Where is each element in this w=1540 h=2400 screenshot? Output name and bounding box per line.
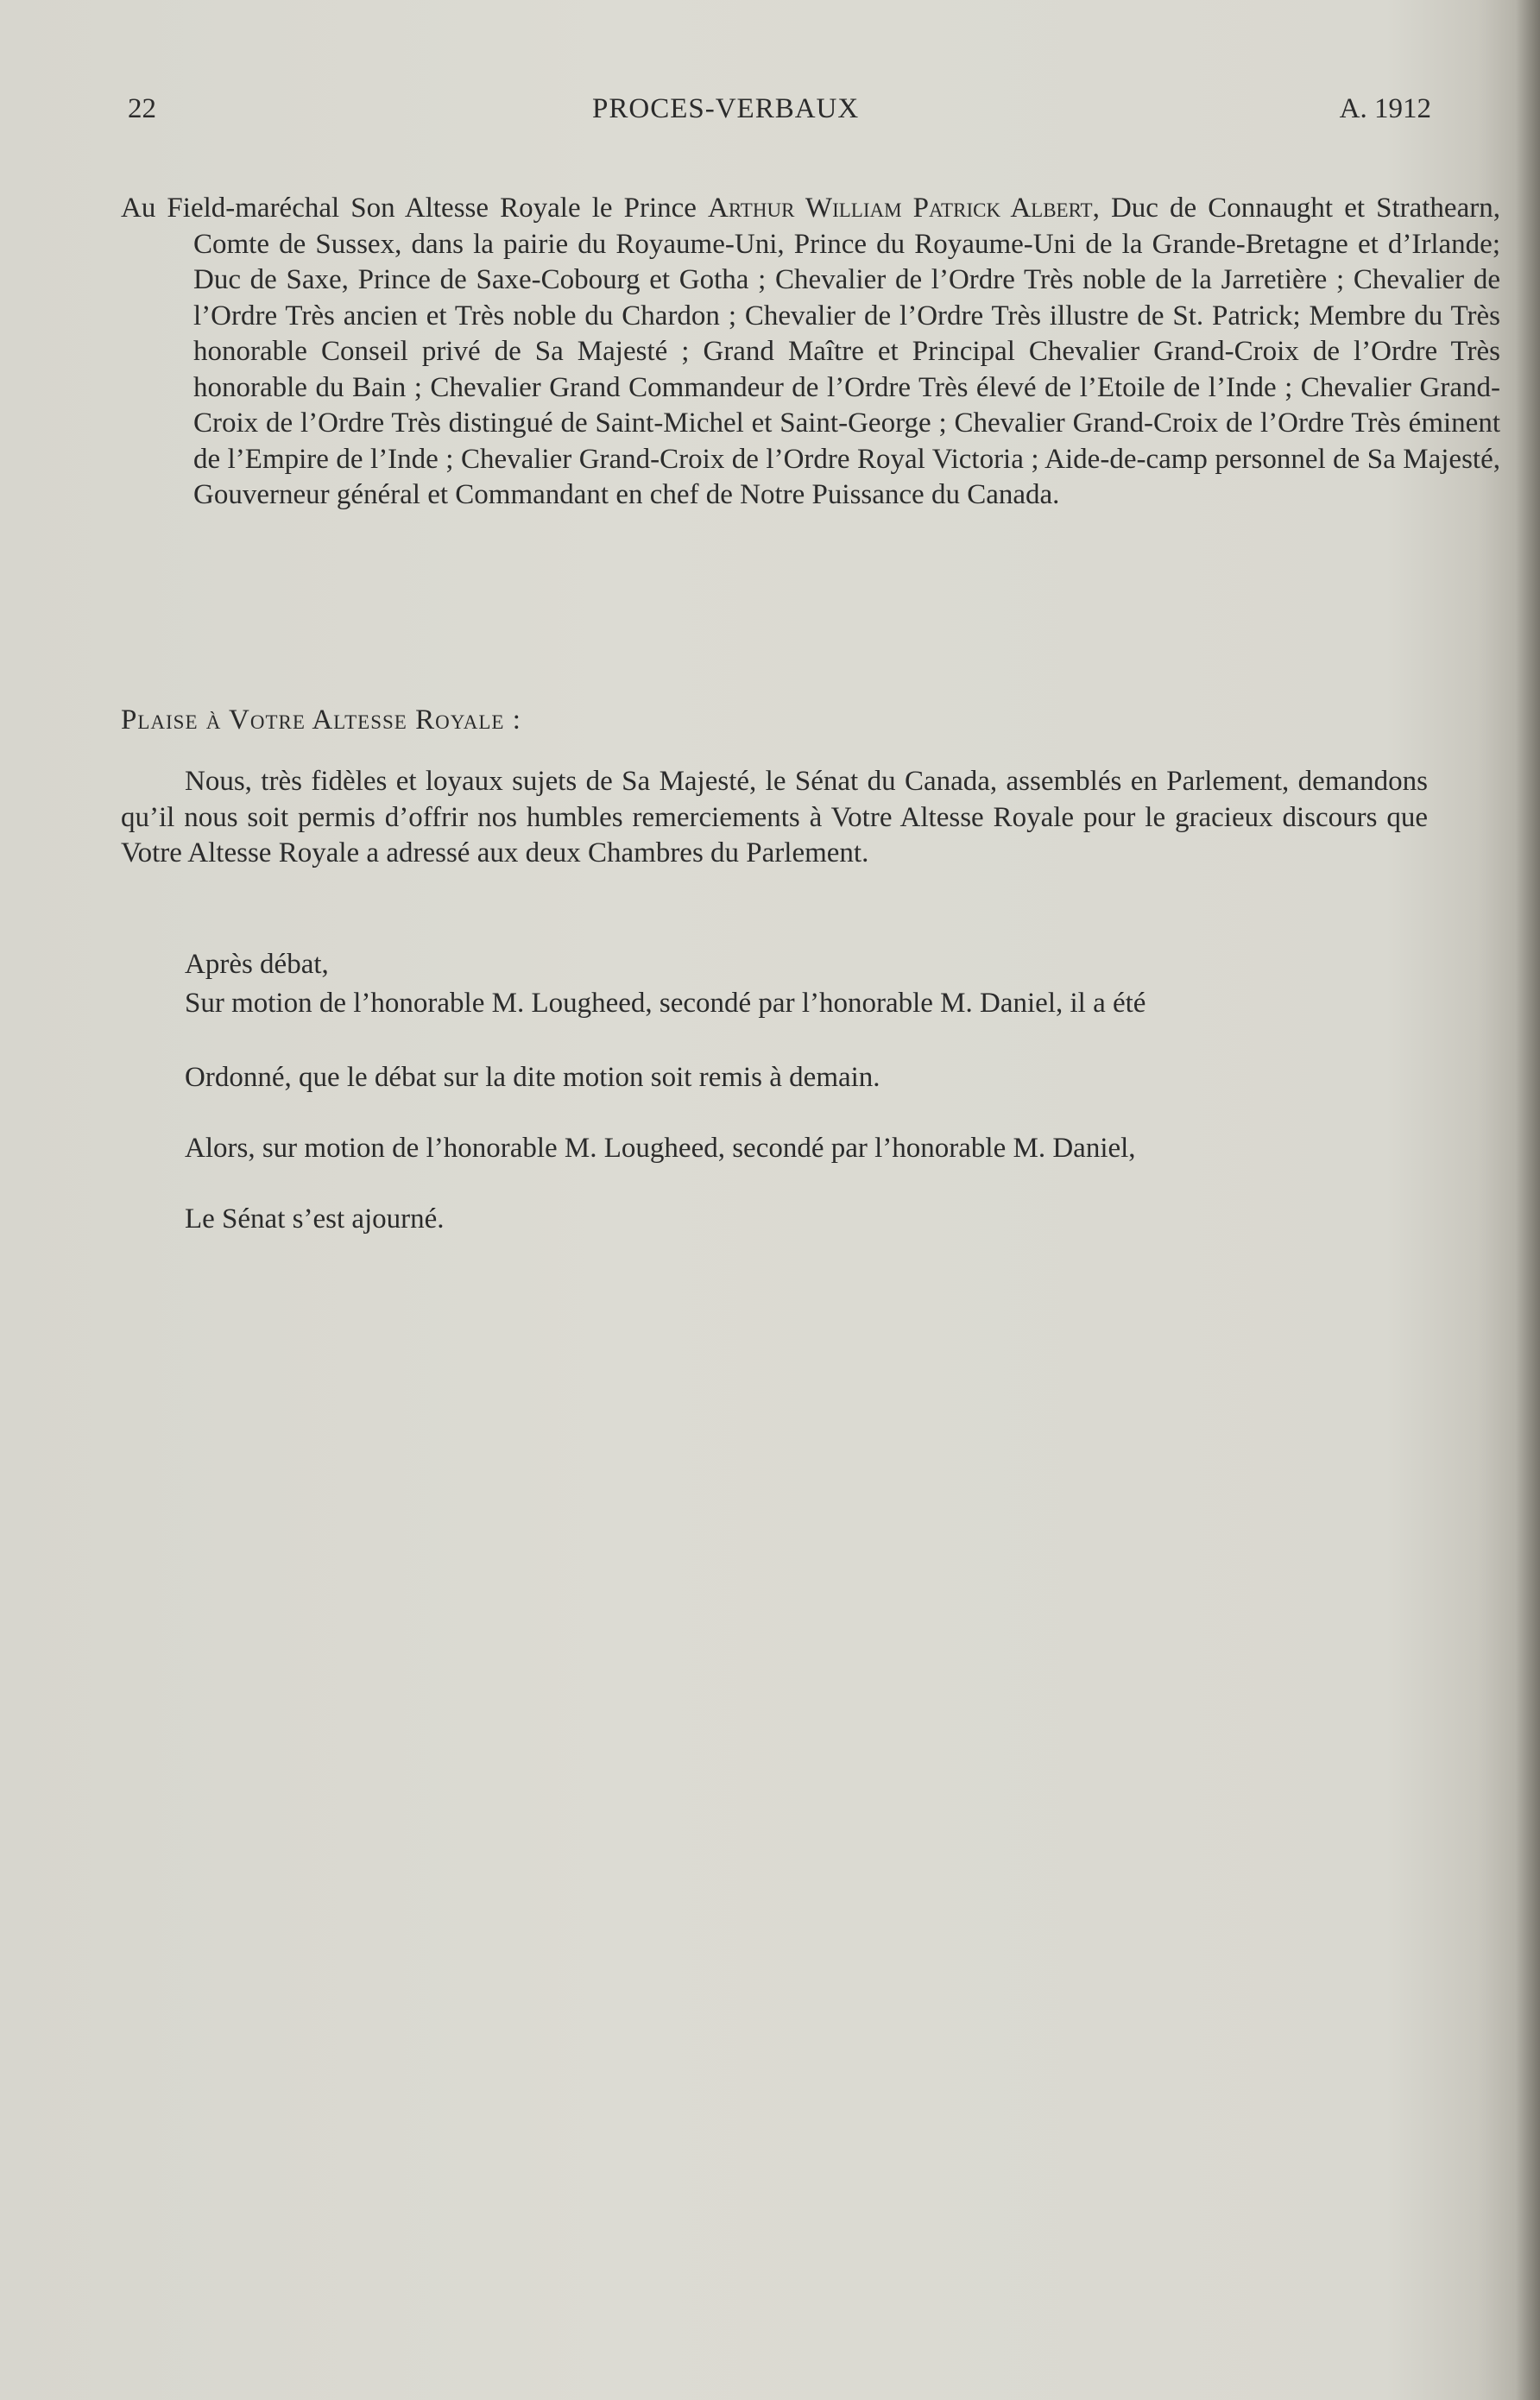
address-paragraph xyxy=(121,191,1500,514)
year-label: A. 1912 xyxy=(1339,93,1431,124)
address-lead: Au Field-maréchal Son Altesse Royale le Prince xyxy=(121,193,709,224)
ordered-line: Ordonné, que le débat sur la dite motion soit remis à demain. xyxy=(185,1062,880,1093)
adjournment-motion-line: Alors, sur motion de l’honorable M. Lougheed, secondé par l’honorable M. Daniel, xyxy=(185,1133,1136,1164)
motion-paragraph: Sur motion de l’honorable M. Lougheed, secondé par l’honorable M. Daniel, il a été xyxy=(185,988,1146,1019)
address-body-paragraph: Nous, très fidèles et loyaux sujets de Sa Majesté, le Sénat du Canada, assemblés en Parlement, demandons qu’il nous soit permis d’offrir nos humbles remerciements à Votre Altesse Royale pour le gracieux discours que Votre Altesse Royale a adressé aux deux Chambres du Parlement. xyxy=(121,766,1428,868)
salutation: Plaise à Votre Altesse Royale : xyxy=(121,704,521,736)
adjourned-line: Le Sénat s’est ajourné. xyxy=(185,1203,445,1235)
address-titles: , Duc de Connaught et Strathearn, Comte de Sussex, dans la pairie du Royaume-Uni, Prince du Royaume-Uni de la Grande-Bretagne et d’Irlande; Duc de Saxe, Prince de Saxe-Cobourg et Gotha ; Chevalier de l’Ordre Très noble de la Jarretière ; Chevalier de l’Ordre Très ancien et Très noble du Chardon ; Chevalier de l’Ordre Très illustre de St. Patrick; Membre du Très honorable Conseil privé de Sa Majesté ; Grand Maître et Principal Chevalier Grand-Croix de l’Ordre Très honorable du Bain ; Chevalier Grand Commandeur de l’Ordre Très élevé de l’Etoile de l’Inde ; Chevalier Grand-Croix de l’Ordre Très distingué de Saint-Michel et Saint-George ; Chevalier Grand-Croix de l’Ordre Très éminent de l’Empire de l’Inde ; Chevalier Grand-Croix de l’Ordre Royal Victoria ; Aide-de-camp personnel de Sa Majesté, Gouverneur général et Commandant en chef de Notre Puissance du Canada. xyxy=(193,193,1500,510)
page-header xyxy=(128,93,1431,136)
running-title: PROCES-VERBAUX xyxy=(592,93,860,124)
page-number: 22 xyxy=(128,93,156,124)
page-edge-shadow xyxy=(1516,0,1540,2400)
prince-name: Arthur William Patrick Albert xyxy=(708,193,1093,224)
after-debate-line: Après débat, xyxy=(185,949,329,980)
